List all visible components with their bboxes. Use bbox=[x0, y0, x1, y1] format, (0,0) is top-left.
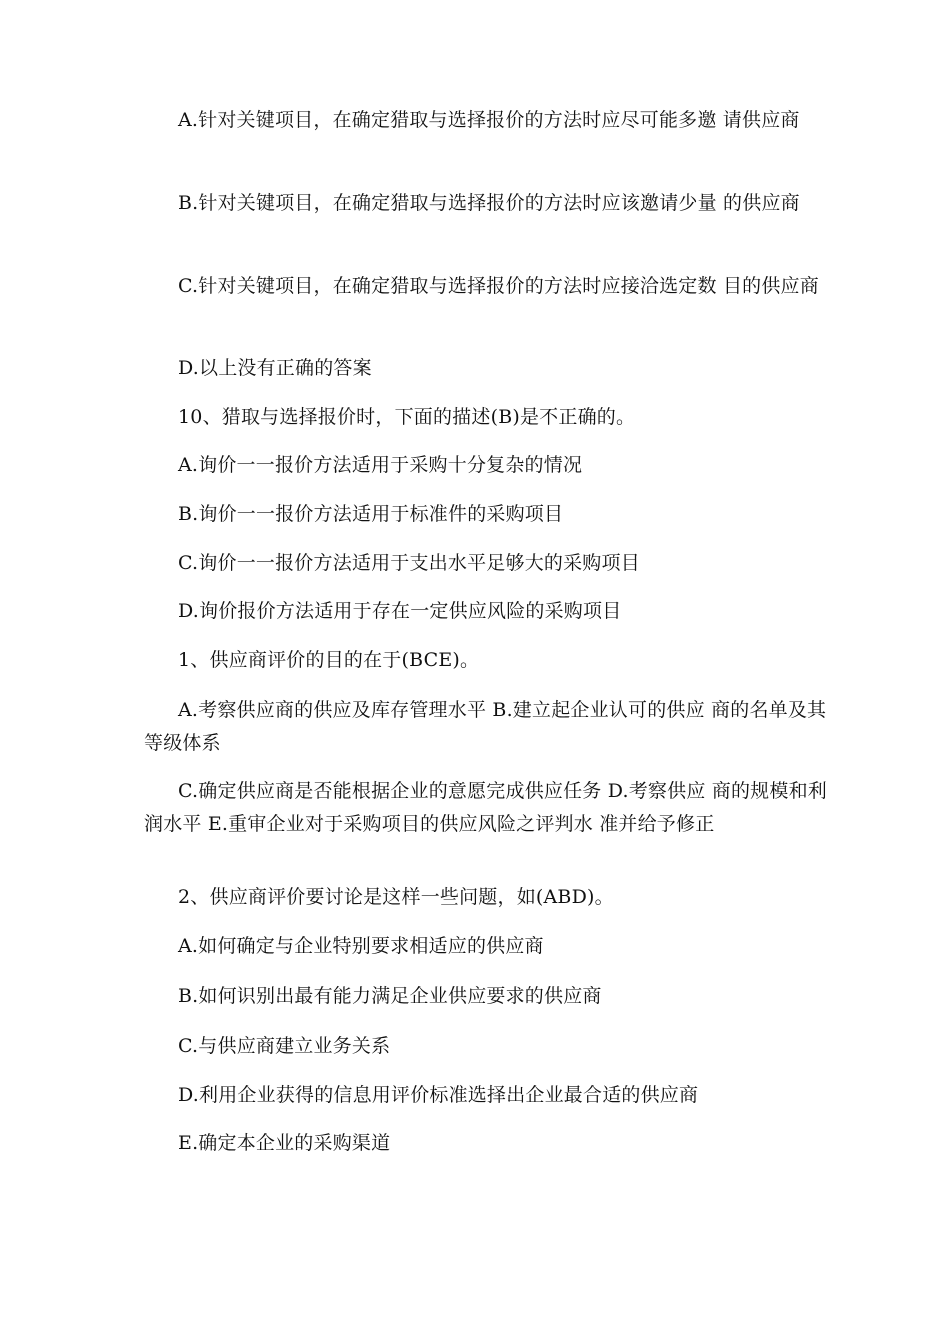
question-2-paragraph: 2、供应商评价要讨论是这样一些问题，如(ABD)。 bbox=[178, 886, 614, 908]
option-b-paragraph: B.如何识别出最有能力满足企业供应要求的供应商 bbox=[178, 985, 602, 1007]
option-d-paragraph: D.询价报价方法适用于存在一定供应风险的采购项目 bbox=[178, 600, 622, 622]
option-c-paragraph: C.询价一一报价方法适用于支出水平足够大的采购项目 bbox=[178, 552, 640, 574]
option-a-paragraph: A.询价一一报价方法适用于采购十分复杂的情况 bbox=[178, 454, 583, 476]
option-a-paragraph: A.如何确定与企业特别要求相适应的供应商 bbox=[178, 935, 544, 957]
option-d-paragraph: D.以上没有正确的答案 bbox=[178, 357, 372, 379]
option-d-paragraph: D.利用企业获得的信息用评价标准选择出企业最合适的供应商 bbox=[178, 1084, 699, 1106]
question-1-paragraph: 1、供应商评价的目的在于(BCE)。 bbox=[178, 649, 480, 671]
option-b-paragraph: B.针对关键项目，在确定猎取与选择报价的方法时应该邀请少量 的供应商 bbox=[178, 192, 800, 214]
option-ab-paragraph: A.考察供应商的供应及库存管理水平 B.建立起企业认可的供应 商的名单及其等级体系 bbox=[144, 699, 827, 754]
option-c-paragraph: C.与供应商建立业务关系 bbox=[178, 1035, 391, 1057]
option-cde-paragraph: C.确定供应商是否能根据企业的意愿完成供应任务 D.考察供应 商的规模和利润水平 E.重审企业对于采购项目的供应风险之评判水 准并给予修正 bbox=[144, 780, 827, 835]
question-10-paragraph: 10、猎取与选择报价时，下面的描述(B)是不正确的。 bbox=[178, 406, 636, 428]
option-a-paragraph: A.针对关键项目，在确定猎取与选择报价的方法时应尽可能多邀 请供应商 bbox=[178, 109, 800, 131]
option-b-paragraph: B.询价一一报价方法适用于标准件的采购项目 bbox=[178, 503, 564, 525]
option-e-paragraph: E.确定本企业的采购渠道 bbox=[178, 1132, 391, 1154]
option-c-paragraph: C.针对关键项目，在确定猎取与选择报价的方法时应接洽选定数 目的供应商 bbox=[178, 275, 819, 297]
